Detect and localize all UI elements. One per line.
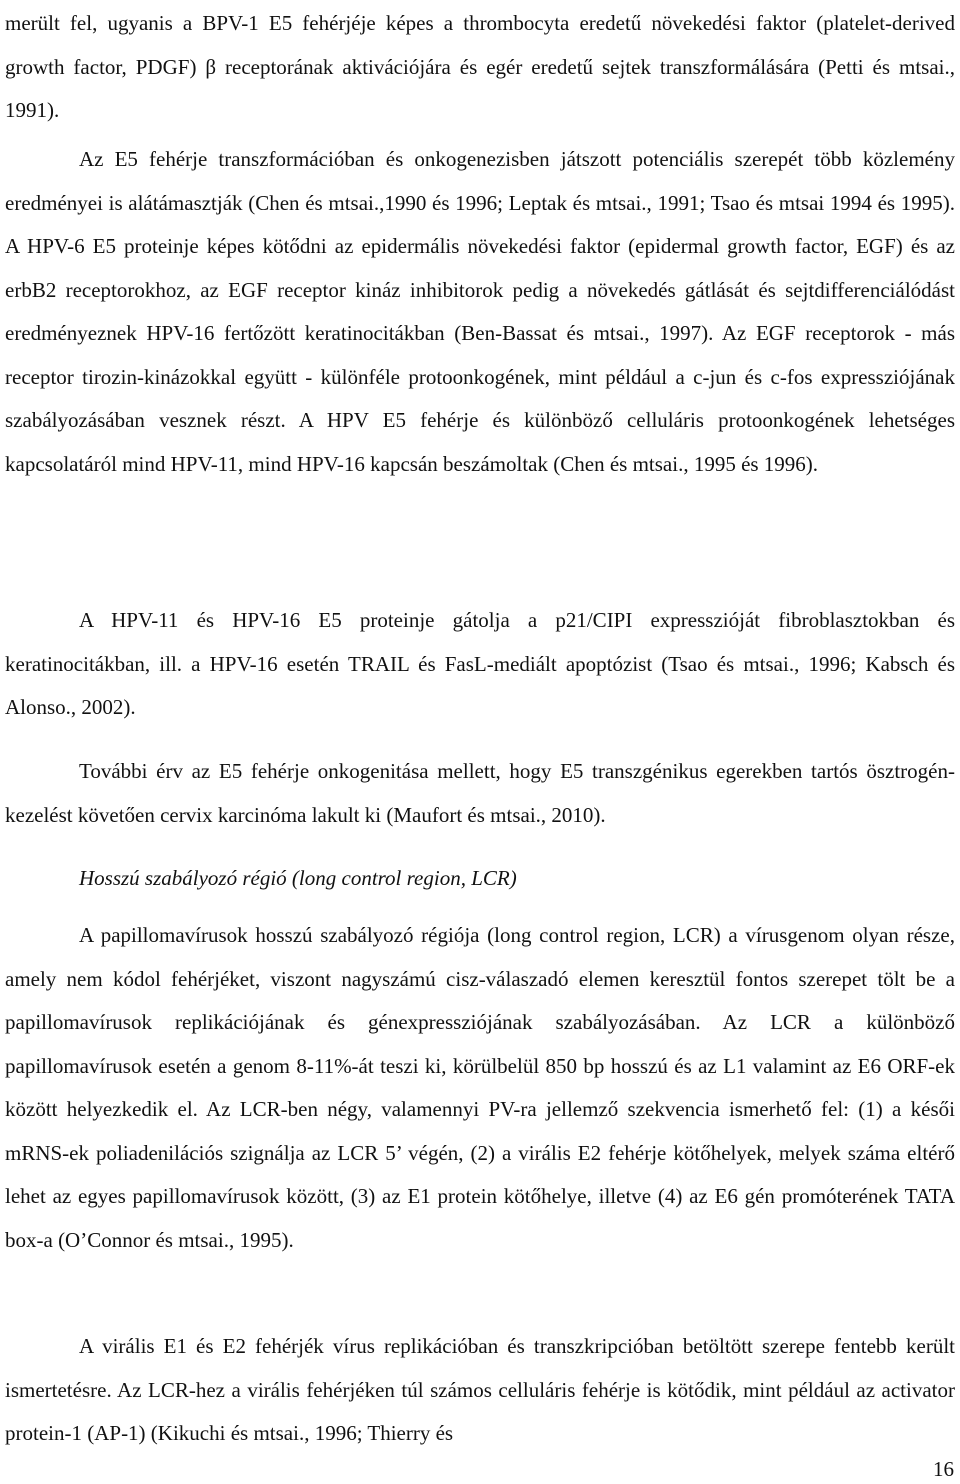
- paragraph-p21-apoptosis: A HPV-11 és HPV-16 E5 proteinje gátolja a p21/CIPI expresszióját fibroblasztokban és keratinocitákban, ill. a HPV-16 esetén TRAIL és FasL-mediált apoptózist (Tsao és mtsai., 1996; Kabsch és Alonso., 2002).: [5, 608, 955, 719]
- paragraph-viral-e1-e2: A virális E1 és E2 fehérjék vírus replikációban és transzkripcióban betöltött szerepe fentebb került ismertetésre. Az LCR-hez a virális fehérjéken túl számos celluláris fehérje is kötődik, mint például az activator protein-1 (AP-1) (Kikuchi és mtsai., 1996; Thierry és: [5, 1334, 955, 1445]
- paragraph-oncogenicity: További érv az E5 fehérje onkogenitása mellett, hogy E5 transzgénikus egerekben tartós ösztrogén-kezelést követően cervix karcinóma lakult ki (Maufort és mtsai., 2010).: [5, 759, 955, 827]
- paragraph-e5-transformation: Az E5 fehérje transzformációban és onkogenezisben játszott potenciális szerepét több közlemény eredményei is alátámasztják (Chen és mtsai.,1990 és 1996; Leptak és mtsai., 1991; Tsao és mtsai 1994 és 1995). A HPV-6 E5 proteinje képes kötődni az epidermális növekedési faktor (epidermal growth factor, EGF) és az erbB2 receptorokhoz, az EGF receptor kináz inhibitorok pedig a növekedés gátlását és sejtdifferenciálódást eredményeznek HPV-16 fertőzött keratinocitákban (Ben-Bassat és mtsai., 1997). Az EGF receptorok - más receptor tirozin-kinázokkal együtt - különféle protoonkogének, mint például a c-jun és c-fos expressziójának szabályozásában vesznek részt. A HPV E5 fehérje és különböző celluláris protoonkogének lehetséges kapcsolatáról mind HPV-11, mind HPV-16 kapcsán beszámoltak (Chen és mtsai., 1995 és 1996).: [5, 147, 955, 476]
- page-number: 16: [933, 1457, 954, 1481]
- paragraph-continuation: merült fel, ugyanis a BPV-1 E5 fehérjéje képes a thrombocyta eredetű növekedési faktor (platelet-derived growth factor, PDGF) β receptorának aktivációjára és egér eredetű sejtek transzformálására (Petti és mtsai., 1991).: [5, 11, 955, 122]
- section-heading: Hosszú szabályozó régió (long control region, LCR): [79, 866, 517, 890]
- paragraph-lcr-description: A papillomavírusok hosszú szabályozó régiója (long control region, LCR) a vírusgenom olyan része, amely nem kódol fehérjéket, viszont nagyszámú cisz-válaszadó elemen keresztül fontos szerepet tölt be a papillomavírusok replikációjának és génexpressziójának szabályozásában. Az LCR a különböző papillomavírusok esetén a genom 8-11%-át teszi ki, körülbelül 850 bp hosszú és az L1 valamint az E6 ORF-ek között helyezkedik el. Az LCR-ben négy, valamennyi PV-ra jellemző szekvencia ismerhető fel: (1) a késői mRNS-ek poliadenilációs szignálja az LCR 5’ végén, (2) a virális E2 fehérje kötőhelyek, melyek száma eltérő lehet az egyes papillomavírusok között, (3) az E1 protein kötőhelye, illetve (4) az E6 gén promóterének TATA box-a (O’Connor és mtsai., 1995).: [5, 923, 955, 1252]
